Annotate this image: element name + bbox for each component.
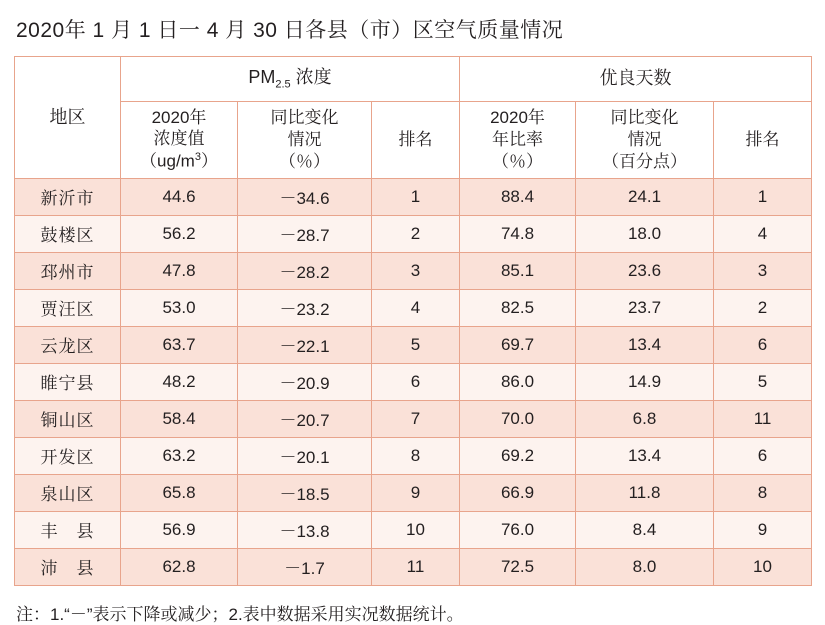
- cell-pm25-change: －18.5: [238, 474, 372, 511]
- table-row: [15, 400, 812, 437]
- column-header-pm25-value-unit: [123, 150, 235, 172]
- column-header-pm25-value-line2: 浓度值: [153, 129, 205, 149]
- table-row: [15, 252, 812, 289]
- table-row: [15, 548, 812, 585]
- cell-region: 新沂市: [15, 178, 121, 215]
- cell-good-days-change: 18.0: [576, 215, 714, 252]
- cell-good-days-value: 66.9: [460, 474, 576, 511]
- cell-region: 沛 县: [15, 548, 121, 585]
- cell-good-days-change: 8.4: [576, 511, 714, 548]
- column-header-pm25-change: [238, 101, 372, 178]
- cell-region: 泉山区: [15, 474, 121, 511]
- column-header-pm25-value: [121, 101, 238, 178]
- cell-pm25-value: 56.9: [121, 511, 238, 548]
- table-row: [15, 437, 812, 474]
- cell-good-days-rank: 8: [714, 474, 812, 511]
- table-row: [15, 326, 812, 363]
- cell-good-days-change: 23.7: [576, 289, 714, 326]
- cell-pm25-change: －1.7: [238, 548, 372, 585]
- column-header-good-days-value-line2: 年比率: [492, 129, 543, 149]
- cell-pm25-value: 47.8: [121, 252, 238, 289]
- column-header-good-days-value-unit: （％）: [492, 151, 543, 171]
- table-row: [15, 363, 812, 400]
- cell-good-days-value: 69.7: [460, 326, 576, 363]
- pm25-label-suffix: 浓度: [290, 67, 332, 87]
- cell-good-days-change: 24.1: [576, 178, 714, 215]
- cell-pm25-rank: 6: [372, 363, 460, 400]
- cell-good-days-rank: 5: [714, 363, 812, 400]
- cell-pm25-rank: 9: [372, 474, 460, 511]
- column-header-good-days-change-line1: 同比变化: [610, 108, 679, 127]
- column-group-header-good-days: 优良天数: [460, 57, 812, 102]
- column-header-good-days-change: [576, 101, 714, 178]
- cell-good-days-value: 69.2: [460, 437, 576, 474]
- cell-region: 开发区: [15, 437, 121, 474]
- column-header-pm25-change-line2: 情况: [287, 129, 322, 149]
- cell-good-days-value: 86.0: [460, 363, 576, 400]
- cell-pm25-value: 62.8: [121, 548, 238, 585]
- pm25-label-prefix: PM: [248, 67, 276, 87]
- table-header-row-subs: [15, 101, 812, 178]
- table-row: [15, 474, 812, 511]
- cell-pm25-value: 56.2: [121, 215, 238, 252]
- cell-good-days-value: 88.4: [460, 178, 576, 215]
- table-header-row-groups: [15, 57, 812, 102]
- column-header-pm25-rank: 排名: [372, 101, 460, 178]
- cell-pm25-rank: 10: [372, 511, 460, 548]
- cell-pm25-value: 44.6: [121, 178, 238, 215]
- cell-pm25-rank: 11: [372, 548, 460, 585]
- cell-pm25-change: －13.8: [238, 511, 372, 548]
- cell-pm25-value: 53.0: [121, 289, 238, 326]
- table-row: [15, 289, 812, 326]
- column-header-pm25-change-unit: （％）: [279, 151, 330, 171]
- cell-good-days-value: 74.8: [460, 215, 576, 252]
- cell-pm25-value: 65.8: [121, 474, 238, 511]
- cell-good-days-rank: 9: [714, 511, 812, 548]
- cell-good-days-rank: 10: [714, 548, 812, 585]
- cell-good-days-change: 11.8: [576, 474, 714, 511]
- table-header: [15, 57, 812, 179]
- column-header-good-days-rank: 排名: [714, 101, 812, 178]
- cell-pm25-rank: 4: [372, 289, 460, 326]
- cell-region: 云龙区: [15, 326, 121, 363]
- cell-region: 贾汪区: [15, 289, 121, 326]
- unit-superscript: 3: [194, 151, 201, 164]
- cell-region: 睢宁县: [15, 363, 121, 400]
- cell-good-days-value: 76.0: [460, 511, 576, 548]
- cell-pm25-change: －20.1: [238, 437, 372, 474]
- cell-good-days-change: 23.6: [576, 252, 714, 289]
- cell-good-days-value: 72.5: [460, 548, 576, 585]
- cell-pm25-change: －28.7: [238, 215, 372, 252]
- column-header-region: 地区: [15, 57, 121, 179]
- unit-suffix: ）: [200, 151, 218, 171]
- cell-good-days-value: 85.1: [460, 252, 576, 289]
- air-quality-table: [14, 56, 812, 586]
- cell-pm25-rank: 8: [372, 437, 460, 474]
- table-row: [15, 511, 812, 548]
- column-group-header-pm25: [121, 57, 460, 102]
- cell-good-days-rank: 6: [714, 437, 812, 474]
- cell-region: 铜山区: [15, 400, 121, 437]
- column-header-good-days-change-line2: 情况: [627, 129, 662, 149]
- cell-good-days-value: 70.0: [460, 400, 576, 437]
- cell-pm25-value: 48.2: [121, 363, 238, 400]
- cell-region: 鼓楼区: [15, 215, 121, 252]
- cell-good-days-rank: 4: [714, 215, 812, 252]
- column-header-pm25-value-line1: 2020年: [151, 107, 207, 127]
- cell-pm25-value: 63.7: [121, 326, 238, 363]
- cell-pm25-value: 63.2: [121, 437, 238, 474]
- column-header-pm25-change-line1: 同比变化: [270, 108, 339, 127]
- cell-pm25-rank: 1: [372, 178, 460, 215]
- cell-good-days-rank: 3: [714, 252, 812, 289]
- cell-pm25-change: －20.9: [238, 363, 372, 400]
- cell-region: 邳州市: [15, 252, 121, 289]
- cell-good-days-change: 14.9: [576, 363, 714, 400]
- cell-pm25-value: 58.4: [121, 400, 238, 437]
- column-header-good-days-change-unit: （百分点）: [602, 151, 687, 171]
- cell-good-days-rank: 2: [714, 289, 812, 326]
- table-row: [15, 178, 812, 215]
- cell-pm25-change: －34.6: [238, 178, 372, 215]
- page-title: 2020年 1 月 1 日一 4 月 30 日各县（市）区空气质量情况: [16, 19, 564, 42]
- pm25-label-subscript: 2.5: [275, 78, 291, 91]
- cell-pm25-change: －22.1: [238, 326, 372, 363]
- cell-good-days-change: 13.4: [576, 437, 714, 474]
- cell-good-days-rank: 1: [714, 178, 812, 215]
- cell-good-days-change: 13.4: [576, 326, 714, 363]
- cell-pm25-change: －28.2: [238, 252, 372, 289]
- cell-good-days-rank: 11: [714, 400, 812, 437]
- cell-good-days-rank: 6: [714, 326, 812, 363]
- cell-good-days-change: 8.0: [576, 548, 714, 585]
- table-body: [15, 178, 812, 585]
- cell-pm25-rank: 5: [372, 326, 460, 363]
- cell-region: 丰 县: [15, 511, 121, 548]
- cell-pm25-rank: 3: [372, 252, 460, 289]
- column-header-good-days-value-line1: 2020年: [490, 108, 545, 127]
- table-row: [15, 215, 812, 252]
- cell-pm25-rank: 2: [372, 215, 460, 252]
- cell-pm25-rank: 7: [372, 400, 460, 437]
- cell-pm25-change: －20.7: [238, 400, 372, 437]
- table-note: 注：1.“－”表示下降或减少；2.表中数据采用实况数据统计。: [16, 604, 464, 624]
- cell-pm25-change: －23.2: [238, 289, 372, 326]
- column-header-good-days-value: [460, 101, 576, 178]
- cell-good-days-value: 82.5: [460, 289, 576, 326]
- unit-prefix: （ug/m: [140, 151, 195, 171]
- cell-good-days-change: 6.8: [576, 400, 714, 437]
